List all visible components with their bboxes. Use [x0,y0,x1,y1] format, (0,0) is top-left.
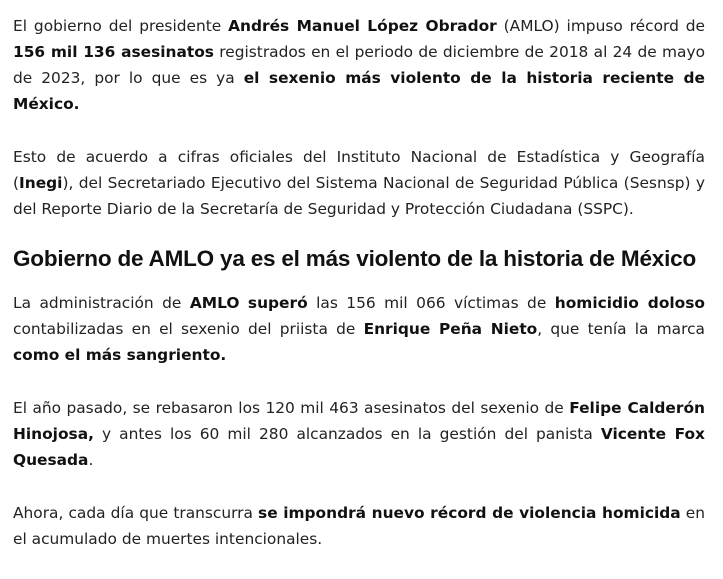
section-heading: Gobierno de AMLO ya es el más violento de la historia de México [13,246,696,271]
text-segment-bold: el sexenio más violento de la historia reciente de México. [13,69,705,113]
text-segment: y antes los 60 mil 280 alcanzados en la gestión del panista [93,425,601,443]
paragraph-comparison-calderon-fox [13,395,705,473]
text-segment: las 156 mil 066 víctimas de [307,294,555,312]
text-segment: El año pasado, se rebasaron los 120 mil 463 asesinatos del sexenio de [13,399,570,417]
text-segment: ), del Secretariado Ejecutivo del Sistema Nacional de Seguridad Pública (Sesnsp) y del Reporte Diario de la Secretaría de Seguridad y Protección Ciudadana (SSPC). [13,174,705,218]
paragraph-intro [13,13,705,117]
text-segment: Ahora, cada día que transcurra [13,504,259,522]
text-segment-bold: Inegi [19,174,63,192]
text-segment-bold: AMLO [189,294,240,312]
text-segment-bold: Vicente Fox Quesada [13,425,705,469]
text-segment-bold: Andrés Manuel López Obrador [228,17,497,35]
text-segment: en el acumulado de muertes intencionales. [13,504,705,548]
text-segment: , que tenía la marca [537,320,705,338]
paragraph-daily-record [13,500,705,552]
text-segment: Esto de acuerdo a cifras oficiales del Instituto Nacional de Estadística y Geografía ( [13,148,705,192]
text-segment: El gobierno del presidente [13,17,229,35]
text-segment-bold: Enrique Peña Nieto [363,320,538,338]
paragraph-sources [13,144,705,222]
text-segment-bold: 156 mil 136 asesinatos [13,43,214,61]
text-segment: contabilizadas en el sexenio del priista de [13,320,364,338]
text-segment-bold: como el más sangriento. [13,346,227,364]
text-segment-bold: Felipe Calderón Hinojosa, [13,399,705,443]
text-segment: registrados en el periodo de diciembre de 2018 al 24 de mayo de 2023, por lo que es ya [13,43,705,87]
text-segment-bold: superó [247,294,308,312]
text-segment: La administración de [13,294,190,312]
text-segment [239,294,247,312]
text-segment: (AMLO) impuso récord de [496,17,706,35]
news-article-body [13,13,705,579]
text-segment: . [88,451,94,469]
text-segment-bold: homicidio doloso [554,294,705,312]
paragraph-comparison-pena-nieto [13,290,705,368]
text-segment-bold: se impondrá nuevo récord de violencia homicida [258,504,681,522]
